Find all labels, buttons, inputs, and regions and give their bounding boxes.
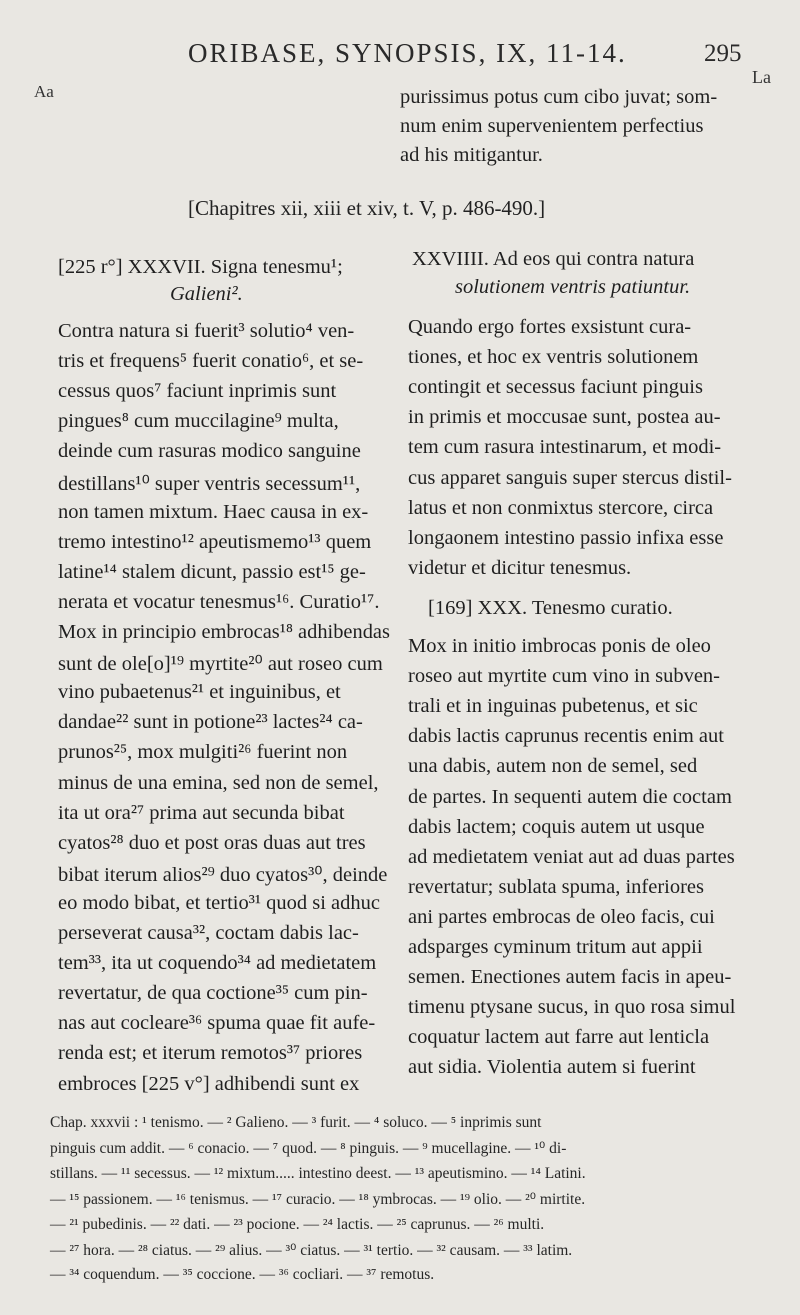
text-line: purissimus potus cum cibo juvat; som-	[400, 86, 718, 108]
section-heading: [Chapitres xii, xiii et xiv, t. V, p. 486-490.]	[188, 196, 546, 220]
text-line: tris et frequens⁵ fuerit conatio⁶, et se-	[58, 350, 364, 373]
page-number: 295	[704, 40, 742, 67]
text-line: ad medietatem veniat aut ad duas partes	[408, 845, 735, 868]
text-line: Quando ergo fortes exsistunt cura-	[408, 316, 692, 338]
text-line: trali et in inguinas pubetenus, et sic	[408, 695, 698, 718]
text-line: non tamen mixtum. Haec causa in ex-	[58, 500, 369, 523]
text-line: Contra natura si fuerit³ solutio⁴ ven-	[58, 320, 355, 342]
text-line: pinguis cum addit. — ⁶ conacio. — ⁷ quod. — ⁸ pinguis. — ⁹ mucellagine. — ¹⁰ di-	[50, 1140, 567, 1158]
text-line: longaonem intestino passio infixa esse	[408, 526, 724, 549]
text-line: aut sidia. Violentia autem si fuerint	[408, 1056, 696, 1079]
text-line: destillans¹⁰ super ventris secessum¹¹,	[58, 472, 361, 495]
text-line: minus de una emina, sed non de semel,	[58, 771, 379, 794]
text-line: revertatur, de qua coctione³⁵ cum pin-	[58, 982, 368, 1005]
text-line: eo modo bibat, et tertio³¹ quod si adhuc	[58, 891, 381, 914]
text-line: cessus quos⁷ faciunt inprimis sunt	[58, 380, 337, 403]
text-line: contingit et secessus faciunt pinguis	[408, 376, 703, 399]
text-line: vino pubaetenus²¹ et inguinibus, et	[58, 681, 341, 704]
text-line: nerata et vocatur tenesmus¹⁶. Curatio¹⁷.	[58, 590, 380, 613]
text-line: pingues⁸ cum muccilagine⁹ multa,	[58, 410, 339, 433]
chapter-title-sub: solutionem ventris patiuntur.	[455, 276, 691, 298]
chapter-title: [225 r°] XXXVII. Signa tenesmu¹;	[58, 256, 343, 278]
text-line: ani partes embrocas de oleo facis, cui	[408, 905, 715, 928]
text-line: dandae²² sunt in potione²³ lactes²⁴ ca-	[58, 711, 363, 734]
text-line: deinde cum rasuras modico sanguine	[58, 440, 361, 463]
text-line: cus apparet sanguis super stercus distil-	[408, 466, 732, 489]
margin-note-right: La	[752, 67, 771, 87]
text-line: embroces [225 v°] adhibendi sunt ex	[58, 1072, 360, 1095]
text-line: cyatos²⁸ duo et post oras duas aut tres	[58, 831, 366, 854]
text-line: — ¹⁵ passionem. — ¹⁶ tenismus. — ¹⁷ curacio. — ¹⁸ ymbrocas. — ¹⁹ olio. — ²⁰ mirtite.	[50, 1191, 586, 1209]
text-line: adsparges cyminum tritum aut appii	[408, 936, 703, 958]
text-line: latus et non conmixtus stercore, circa	[408, 496, 714, 519]
text-line: ad his mitigantur.	[400, 144, 543, 166]
text-line: Mox in principio embrocas¹⁸ adhibendas	[58, 621, 390, 643]
chapter-title: [169] XXX. Tenesmo curatio.	[428, 597, 673, 619]
text-line: perseverat causa³², coctam dabis lac-	[58, 922, 359, 944]
running-head: ORIBASE, SYNOPSIS, IX, 11-14.	[188, 38, 627, 68]
text-line: in primis et moccusae sunt, postea au-	[408, 406, 721, 429]
text-line: num enim supervenientem perfectius	[400, 115, 704, 137]
text-line: timenu ptysane sucus, in quo rosa simul	[408, 996, 736, 1019]
text-line: tem³³, ita ut coquendo³⁴ ad medietatem	[58, 952, 377, 975]
text-line: nas aut cocleare³⁶ spuma quae fit aufe-	[58, 1012, 376, 1035]
text-line: roseo aut myrtite cum vino in subven-	[408, 665, 720, 688]
text-line: stillans. — ¹¹ secessus. — ¹² mixtum..... intestino deest. — ¹³ apeutismino. — ¹⁴ Latini.	[50, 1164, 586, 1182]
text-line: Chap. xxxvii : ¹ tenismo. — ² Galieno. — ³ furit. — ⁴ soluco. — ⁵ inprimis sunt	[50, 1114, 542, 1131]
text-line: — ²¹ pubedinis. — ²² dati. — ²³ pocione. — ²⁴ lactis. — ²⁵ caprunus. — ²⁶ multi.	[50, 1215, 545, 1233]
text-line: revertatur; sublata spuma, inferiores	[408, 875, 704, 898]
text-line: Mox in initio imbrocas ponis de oleo	[408, 635, 711, 657]
margin-note-left: Aa	[34, 82, 54, 101]
text-line: bibat iterum alios²⁹ duo cyatos³⁰, deinde	[58, 863, 388, 886]
text-line: tem cum rasura intestinarum, et modi-	[408, 436, 722, 459]
text-line: dabis lactem; coquis autem ut usque	[408, 815, 705, 838]
text-line: semen. Enectiones autem facis in apeu-	[408, 966, 732, 989]
chapter-title: XXVIIII. Ad eos qui contra natura	[412, 248, 695, 270]
text-line: tiones, et hoc ex ventris solutionem	[408, 346, 699, 369]
text-line: dabis lactis caprunus recentis enim aut	[408, 725, 724, 748]
text-line: videtur et dicitur tenesmus.	[408, 556, 632, 579]
text-line: latine¹⁴ stalem dicunt, passio est¹⁵ ge-	[58, 560, 366, 583]
chapter-title-author: Galieni².	[170, 283, 243, 305]
text-line: sunt de ole[o]¹⁹ myrtite²⁰ aut roseo cum	[58, 653, 383, 676]
text-line: ita ut ora²⁷ prima aut secunda bibat	[58, 801, 345, 824]
text-line: coquatur lactem aut farre aut lenticla	[408, 1026, 710, 1049]
text-line: tremo intestino¹² apeutismemo¹³ quem	[58, 530, 372, 553]
text-line: — ²⁷ hora. — ²⁸ ciatus. — ²⁹ alius. — ³⁰ ciatus. — ³¹ tertio. — ³² causam. — ³³ latim.	[50, 1242, 573, 1259]
text-line: — ³⁴ coquendum. — ³⁵ coccione. — ³⁶ cocliari. — ³⁷ remotus.	[50, 1266, 435, 1284]
text-line: una dabis, autem non de semel, sed	[408, 755, 698, 778]
text-line: prunos²⁵, mox mulgiti²⁶ fuerint non	[58, 741, 348, 764]
text-line: de partes. In sequenti autem die coctam	[408, 785, 732, 808]
text-line: renda est; et iterum remotos³⁷ priores	[58, 1042, 363, 1065]
